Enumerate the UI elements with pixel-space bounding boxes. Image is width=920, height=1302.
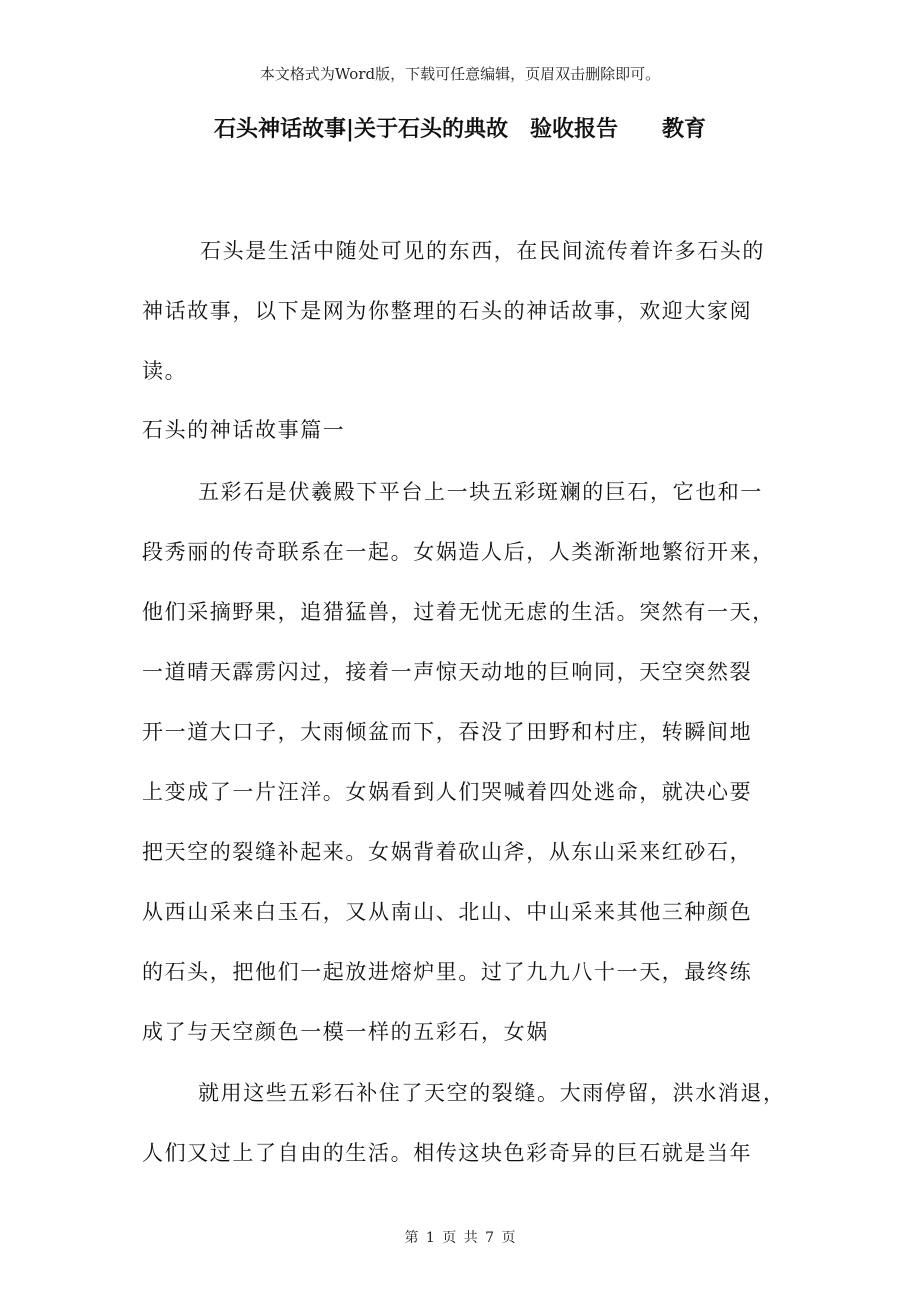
document-title: 石头神话故事|关于石头的典故 验收报告 教育 <box>213 116 706 142</box>
story-line: 五彩石是伏羲殿下平台上一块五彩斑斓的巨石，它也和一 <box>198 480 763 504</box>
story-line: 成了与天空颜色一模一样的五彩石，女娲 <box>142 1020 549 1044</box>
intro-line: 读。 <box>142 359 188 383</box>
intro-line: 神话故事，以下是网为你整理的石头的神话故事，欢迎大家阅 <box>142 299 753 323</box>
story-line: 把天空的裂缝补起来。女娲背着砍山斧，从东山采来红砂石， <box>142 840 753 864</box>
intro-line: 石头是生活中随处可见的东西，在民间流传着许多石头的 <box>200 239 765 263</box>
page-footer: 第 1 页 共 7 页 <box>404 1230 516 1246</box>
story-paragraph-2 <box>142 1063 786 1183</box>
story-line: 一道晴天霹雳闪过，接着一声惊天动地的巨响同，天空突然裂 <box>142 660 753 684</box>
section-heading-text: 石头的神话故事篇一 <box>142 418 346 442</box>
story-line: 开一道大口子，大雨倾盆而下，吞没了田野和村庄，转瞬间地 <box>142 720 753 744</box>
story-paragraph-1 <box>142 462 782 1062</box>
section-heading <box>142 400 782 460</box>
story-line: 他们采摘野果，追猎猛兽，过着无忧无虑的生活。突然有一天， <box>142 600 775 624</box>
story-line: 的石头，把他们一起放进熔炉里。过了九九八十一天，最终练 <box>142 960 753 984</box>
story-line: 就用这些五彩石补住了天空的裂缝。大雨停留，洪水消退， <box>198 1081 786 1105</box>
story-line: 从西山采来白玉石，又从南山、北山、中山采来其他三种颜色 <box>142 900 753 924</box>
story-line: 人们又过上了自由的生活。相传这块色彩奇异的巨石就是当年 <box>142 1141 753 1165</box>
header-note: 本文格式为Word版，下载可任意编辑，页眉双击删除即可。 <box>259 65 661 83</box>
story-line: 上变成了一片汪洋。女娲看到人们哭喊着四处逃命，就决心要 <box>142 780 753 804</box>
intro-paragraph <box>142 221 782 401</box>
story-line: 段秀丽的传奇联系在一起。女娲造人后，人类渐渐地繁衍开来， <box>142 540 775 564</box>
